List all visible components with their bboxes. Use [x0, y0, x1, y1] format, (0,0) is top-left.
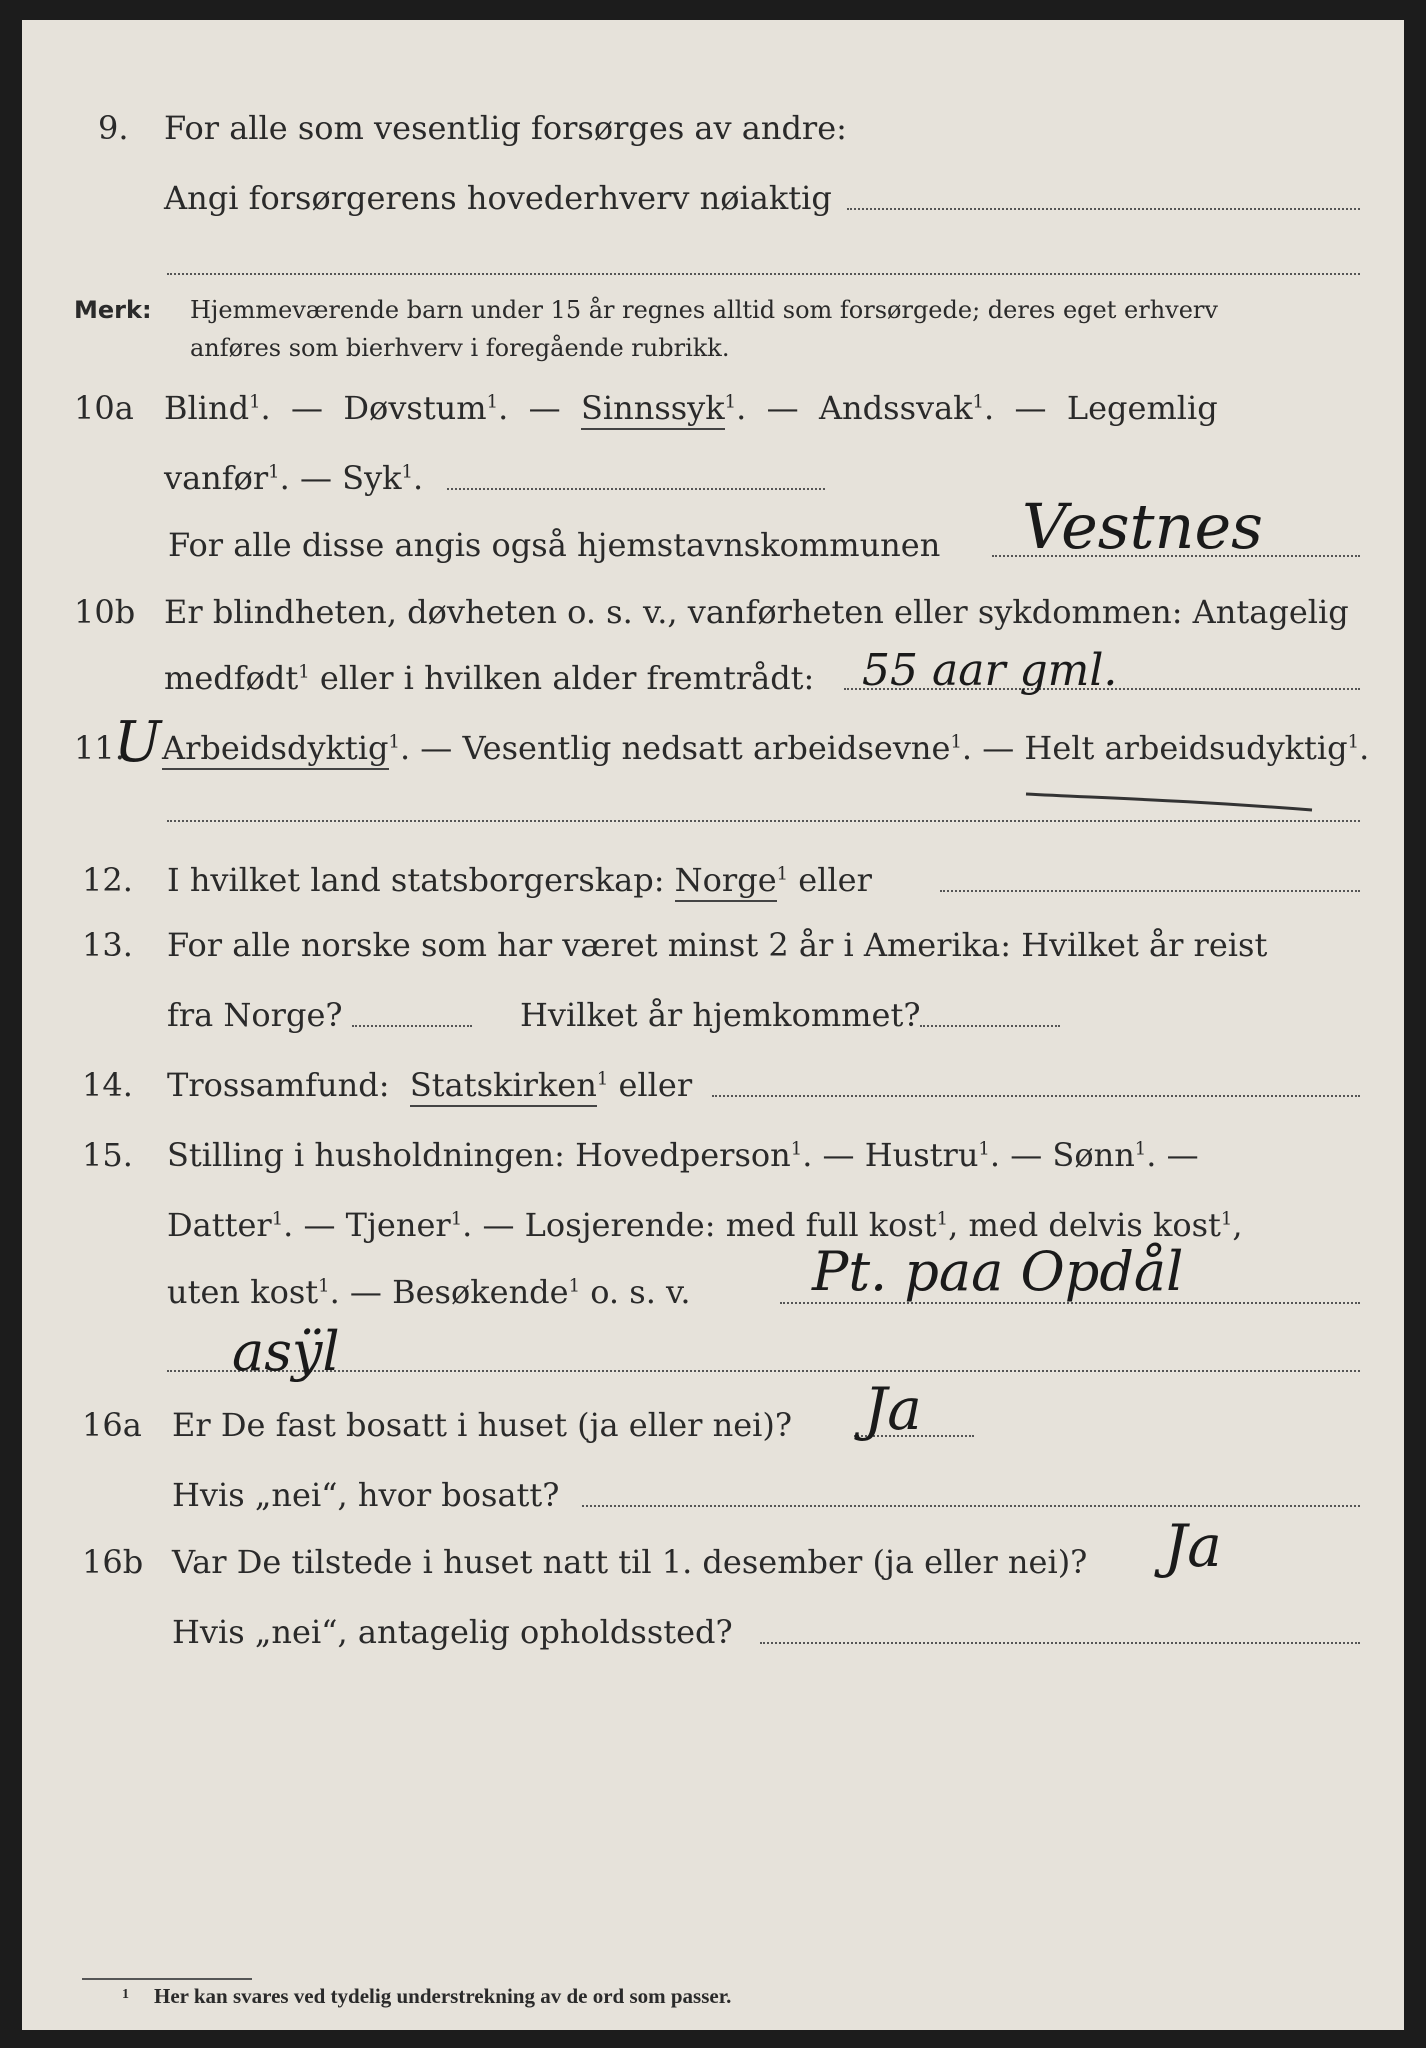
q14-answer-line[interactable] [712, 1095, 1360, 1097]
q11-number: 11. [74, 729, 125, 767]
q15-datter: Datter [167, 1206, 272, 1244]
q11-handwritten-mark: U [114, 710, 162, 775]
merk-line1: Hjemmeværende barn under 15 år regnes alltid som forsørgede; deres eget erhverv [190, 296, 1218, 324]
q15-handwritten-answer1: Pt. paa Opdål [812, 1240, 1184, 1303]
q10a-syk: Syk [342, 459, 402, 497]
q14-number: 14. [82, 1066, 133, 1104]
q16b-opholdssted-line[interactable] [760, 1642, 1360, 1644]
merk-line2: anføres som bierhverv i foregående rubrikk. [190, 334, 730, 362]
q16a-line2: Hvis „nei“, hvor bosatt? [172, 1476, 560, 1514]
q10b-alder: eller i hvilken alder fremtrådt: [319, 659, 815, 697]
q12-norge: Norge [675, 861, 777, 902]
q12-line: I hvilket land statsborgerskap: Norge$^1$ eller [167, 860, 872, 900]
q15-sonn: Sønn [1052, 1136, 1135, 1174]
q16a-line1: Er De fast bosatt i huset (ja eller nei)? [172, 1406, 793, 1444]
q12-number: 12. [82, 861, 133, 899]
q10a-vanfor: vanfør [164, 459, 269, 497]
q11-udyktig: Helt arbeidsudyktig [1024, 729, 1348, 767]
q16a-handwritten-answer: Ja [864, 1375, 922, 1443]
q15-handwritten-answer2: asÿl [232, 1320, 340, 1383]
q12-text: I hvilket land statsborgerskap: [167, 861, 665, 899]
q15-tjener: Tjener [345, 1206, 451, 1244]
q13-number: 13. [82, 926, 133, 964]
q15-losjerende: Losjerende: [524, 1206, 716, 1244]
q11-answer-line[interactable] [167, 820, 1360, 822]
q16a-bosatt-line[interactable] [582, 1505, 1360, 1507]
q15-hustru: Hustru [864, 1136, 979, 1174]
merk-label: Merk: [74, 296, 152, 324]
q10a-line3: For alle disse angis også hjemstavnskommunen [168, 526, 941, 564]
q10a-syk-line[interactable] [447, 488, 825, 490]
q9-answer-line-2[interactable] [167, 273, 1360, 275]
q16b-handwritten-answer: Ja [1164, 1512, 1222, 1580]
q13-line1: For alle norske som har været minst 2 år i Amerika: Hvilket år reist [167, 926, 1268, 964]
q13-hjemkommet-line[interactable] [920, 1025, 1060, 1027]
q16b-line2: Hvis „nei“, antagelig opholdssted? [172, 1613, 733, 1651]
q15-uten: uten kost [167, 1273, 319, 1311]
q10a-number: 10a [74, 389, 134, 427]
q14-eller: eller [618, 1066, 693, 1104]
q13-line2a: fra Norge? [167, 996, 343, 1034]
q14-statskirken: Statskirken [410, 1066, 597, 1107]
q10b-line1: Er blindheten, døvheten o. s. v., vanførheten eller sykdommen: Antagelig [164, 593, 1349, 631]
q16a-number: 16a [82, 1406, 142, 1444]
q10b-line2: medfødt$^1$ eller i hvilken alder fremtrådt: [164, 659, 815, 697]
q16b-number: 16b [82, 1543, 144, 1581]
q10a-andssvak: Andssvak [818, 389, 973, 427]
footnote-mark: 1 [122, 1987, 129, 2002]
q11-arbeidsdyktig: Arbeidsdyktig [162, 729, 389, 770]
q15-line1: Stilling i husholdningen: Hovedperson$^1$. — Hustru$^1$. — Sønn$^1$. — [167, 1136, 1199, 1174]
q15-meddelvis: med delvis kost [968, 1206, 1221, 1244]
q9-line1: For alle som vesentlig forsørges av andre: [164, 109, 847, 147]
q10a-handwritten-answer: Vestnes [1022, 490, 1263, 563]
q16b-line1: Var De tilstede i huset natt til 1. desember (ja eller nei)? [172, 1543, 1088, 1581]
q9-number: 9. [98, 109, 129, 147]
q10b-handwritten-answer: 55 aar gml. [862, 645, 1118, 696]
q13-line2b: Hvilket år hjemkommet? [520, 996, 921, 1034]
q10a-dovstum: Døvstum [343, 389, 487, 427]
footnote-text: Her kan svares ved tydelig understrekning av de ord som passer. [154, 1984, 732, 2008]
census-form-page [22, 20, 1404, 2030]
q10b-medfodt: medfødt [164, 659, 299, 697]
q10a-sinnssyk: Sinnssyk [581, 389, 725, 430]
q15-number: 15. [82, 1136, 133, 1174]
q11-pen-stroke [1022, 780, 1322, 820]
q9-answer-line[interactable] [847, 208, 1360, 210]
q13-reist-line[interactable] [352, 1025, 472, 1027]
q15-hovedperson: Stilling i husholdningen: Hovedperson [167, 1136, 791, 1174]
q15-osv: o. s. v. [590, 1273, 691, 1311]
q10a-legemlig: Legemlig [1066, 389, 1218, 427]
q10a-line1: Blind$^1$. — Døvstum$^1$. — Sinnssyk$^1$. — Andssvak$^1$. — Legemlig [164, 388, 1218, 428]
q12-eller: eller [798, 861, 872, 899]
q11-nedsatt: Vesentlig nedsatt arbeidsevne [462, 729, 951, 767]
q15-answer-line-2[interactable] [167, 1370, 1360, 1372]
q9-line2: Angi forsørgerens hovederhverv nøiaktig [164, 179, 832, 217]
q15-besokende: Besøkende [392, 1273, 569, 1311]
q10a-line2: vanfør$^1$. — Syk$^1$. [164, 459, 424, 497]
q11-line: Arbeidsdyktig$^1$. — Vesentlig nedsatt arbeidsevne$^1$. — Helt arbeidsudyktig$^1$. [162, 728, 1369, 768]
q15-line3: uten kost$^1$. — Besøkende$^1$ o. s. v. [167, 1273, 691, 1311]
q15-line2: Datter$^1$. — Tjener$^1$. — Losjerende: med full kost$^1$, med delvis kost$^1$, [167, 1206, 1243, 1244]
q14-line: Trossamfund: Statskirken$^1$ eller [167, 1065, 692, 1105]
q10b-number: 10b [74, 593, 136, 631]
q14-text: Trossamfund: [167, 1066, 390, 1104]
q12-answer-line[interactable] [940, 890, 1360, 892]
footnote-rule [82, 1978, 252, 1980]
q15-medfull: med full kost [725, 1206, 937, 1244]
q10a-blind: Blind [164, 389, 250, 427]
